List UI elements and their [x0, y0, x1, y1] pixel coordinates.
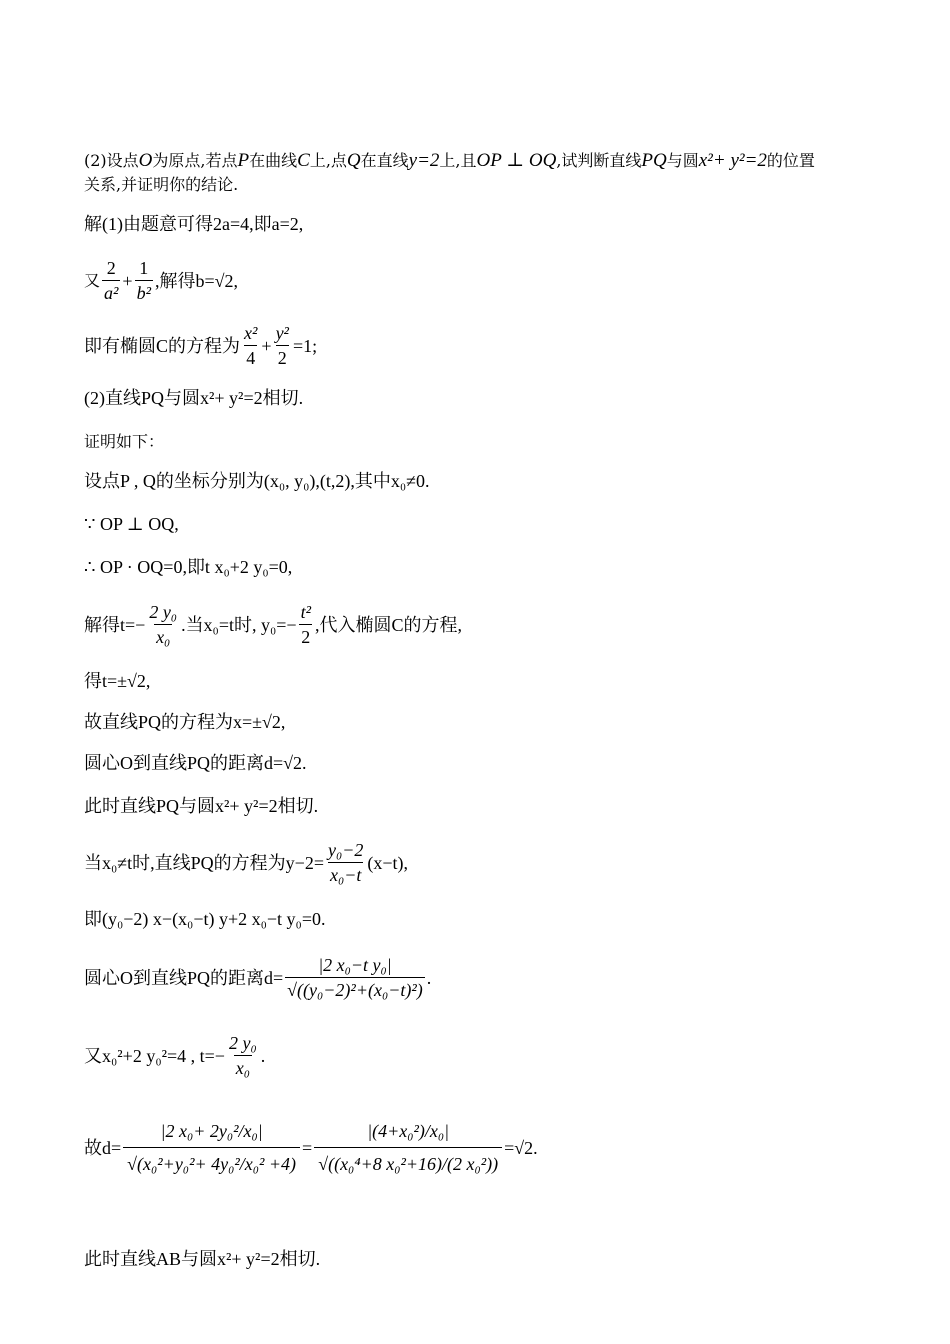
solution-line-13 [84, 795, 318, 817]
text: ,解得b=√2, [154, 270, 239, 291]
solution-line-2: 又 $\frac{2}{\text{a²}}$ + $\frac{1}{\text{b²}}$ ,解得b=√2, [84, 258, 239, 303]
solution-line-3: 即有椭圆C的方程为 $\frac{\text{x²}}{4}$ + $\frac{\text{y²}}{2}$ =1; [84, 323, 318, 368]
var-Q: Q [346, 150, 361, 171]
text: 圆心O到直线PQ的距离d= [84, 967, 284, 988]
text: 即(y₀−2) x−(x₀−t) y+2 x₀−t y₀=0. [84, 909, 326, 929]
text: 故直线PQ的方程为x=±√2, [84, 712, 286, 732]
text: 关系,并证明你的结论. [84, 175, 239, 194]
solution-line-8 [84, 556, 292, 578]
text: (2)直线PQ与圆x²+ y²=2相切. [84, 388, 304, 408]
text: 又 [84, 270, 101, 290]
text: 设点P , Q的坐标分别为(x₀, y₀),(t,2),其中x₀≠0. [84, 471, 430, 491]
solution-line-5 [84, 431, 164, 453]
fraction-2y0-x0: $\frac{\text{2 y₀}}{\text{x₀}}$ [149, 602, 178, 647]
solution-line-17: 又x₀²+2 y₀²=4 , t=− $\frac{\text{2 y₀}}{\text{x₀}}$ . [84, 1033, 266, 1078]
solution-line-15 [84, 908, 326, 930]
text: 为原点,若点 [152, 151, 238, 170]
solution-line-14 [84, 840, 408, 885]
fraction-slope: $\frac{\text{y₀−2}}{\text{x₀−t}}$ [327, 840, 364, 885]
text: 解得t=− [84, 614, 146, 635]
fraction-distance: $\frac{\text{|2 x₀−t y₀|}}{\text{√((y₀−2)²+(x₀−t)²)}}$ [287, 955, 423, 1000]
text: =√2. [504, 1137, 538, 1158]
text: 圆心O到直线PQ的距离d=√2. [84, 753, 307, 773]
text: 故d= [84, 1137, 122, 1158]
solution-line-19 [84, 1248, 320, 1270]
fraction-1-b2: $\frac{1}{\text{b²}}$ [136, 258, 151, 303]
text: 此时直线PQ与圆x²+ y²=2相切. [84, 796, 319, 816]
circle-equation: x²+ y²=2 [698, 150, 767, 171]
text: = [302, 1137, 313, 1158]
solution-line-11 [84, 711, 285, 733]
text: ∴ OP · OQ=0,即t x₀+2 y₀=0, [84, 557, 293, 577]
var-O: O [138, 150, 153, 171]
text: ,代入椭圆C的方程, [314, 614, 462, 635]
fraction-2-a2: $\frac{2}{\text{a²}}$ [104, 258, 119, 303]
problem-line-2 [84, 174, 238, 196]
fraction-t2-2: $\frac{\text{t²}}{2}$ [300, 602, 311, 647]
text: 证明如下： [84, 432, 165, 451]
text: 上,点 [309, 151, 347, 170]
text: .当x₀=t时, y₀=− [181, 614, 297, 635]
fraction-2y0-x0-b: $\frac{\text{2 y₀}}{\text{x₀}}$ [228, 1033, 257, 1078]
text: ∵ OP ⊥ OQ, [84, 514, 179, 534]
text: 在曲线 [249, 151, 298, 170]
fraction-big-1: $\frac{\text{|2 x₀+ 2y₀²/x₀|}}{\text{√(x₀²+y₀²+ 4y₀²/x₀² +4)}}$ [123, 1115, 300, 1180]
fraction-y2-2: $\frac{\text{y²}}{2}$ [275, 323, 289, 368]
text: 即有椭圆C的方程为 [84, 335, 241, 356]
text: 与圆 [666, 151, 699, 170]
text: (x−t), [367, 852, 409, 873]
eq-y-2: y=2 [408, 150, 440, 171]
text: 又x₀²+2 y₀²=4 , t=− [84, 1045, 225, 1066]
text: 此时直线AB与圆x²+ y²=2相切. [84, 1249, 321, 1269]
solution-line-10 [84, 670, 150, 692]
problem-line-1 [84, 150, 815, 172]
text: 的位置 [766, 151, 815, 170]
text: (2)设点 [84, 151, 139, 170]
text: ,试判断直线 [556, 151, 642, 170]
solution-line-18 [84, 1115, 538, 1180]
solution-line-6 [84, 470, 430, 492]
text: 上,且 [439, 151, 477, 170]
solution-line-16: 圆心O到直线PQ的距离d= $\frac{\text{|2 x₀−t y₀|}}{\text{√((y₀−2)²+(x₀−t)²)}}$ . [84, 955, 432, 1000]
solution-line-4 [84, 387, 303, 409]
var-PQ: PQ [641, 150, 667, 171]
text: =1; [292, 335, 318, 356]
fraction-x2-4: $\frac{\text{x²}}{4}$ [244, 323, 258, 368]
solution-line-12 [84, 752, 307, 774]
text: 在直线 [360, 151, 409, 170]
var-C: C [297, 150, 310, 171]
solution-line-1 [84, 213, 303, 235]
solution-line-7 [84, 513, 179, 535]
perp-relation: OP ⊥ OQ [476, 150, 557, 171]
solution-line-9 [84, 602, 462, 647]
text: 得t=±√2, [84, 671, 151, 691]
fraction-big-2: $\frac{\text{|(4+x₀²)/x₀|}}{\text{√((x₀⁴+8 x₀²+16)/(2 x₀²))}}$ [314, 1115, 502, 1180]
text: 解(1)由题意可得2a=4,即a=2, [84, 214, 304, 234]
var-P: P [237, 150, 250, 171]
text: 当x₀≠t时,直线PQ的方程为y−2= [84, 852, 324, 873]
